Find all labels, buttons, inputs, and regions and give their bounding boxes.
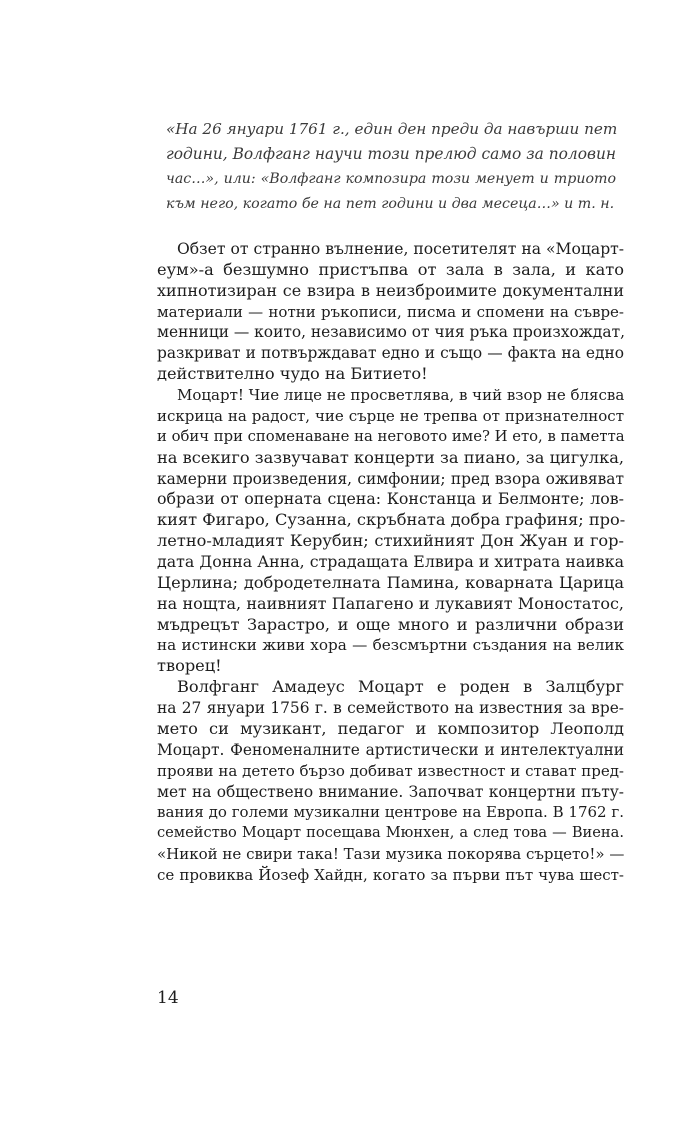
body-line: се провиква Йозеф Хайдн, когато за първи път чува шест- — [157, 866, 624, 884]
body-line: камерни произведения, симфонии; пред взора оживяват — [157, 470, 624, 488]
body-line: Церлина; добродетелната Памина, коварната Царица — [157, 573, 624, 592]
body-line: мето си музикант, педагог и композитор Леополд — [157, 719, 624, 738]
body-line: творец! — [157, 656, 222, 675]
quote-line: към него, когато бе на пет години и два месеца…» и т. н. — [166, 196, 615, 212]
page-number: 14 — [157, 988, 179, 1008]
body-line: действително чудо на Битието! — [157, 364, 428, 383]
body-line: летно-младият Керубин; стихийният Дон Жуан и гор- — [157, 531, 624, 550]
body-line: «Никой не свири така! Тази музика покорява сърцето!» — — [157, 845, 625, 863]
body-line: менници — които, независимо от чия ръка произхождат, — [157, 323, 625, 341]
body-line: на 27 януари 1756 г. в семейството на известния за вре- — [157, 699, 624, 717]
body-line: Моцарт. Феноменалните артистически и интелектуални — [157, 741, 624, 759]
body-line: дата Донна Анна, страдащата Елвира и хитрата наивка — [157, 552, 624, 571]
body-line: еум»-а безшумно пристъпва от зала в зала, и като — [157, 260, 624, 279]
body-line: на всекиго зазвучават концерти за пиано, за цигулка, — [157, 448, 624, 467]
quote-line: години, Волфганг научи този прелюд само за половин — [166, 145, 616, 163]
quote-line: «На 26 януари 1761 г., един ден преди да навърши пет — [166, 120, 618, 138]
body-line: материали — нотни ръкописи, писма и спомени на съвре- — [157, 303, 624, 321]
body-line: Волфганг Амадеус Моцарт е роден в Залцбург — [177, 677, 624, 696]
body-line: образи от оперната сцена: Констанца и Белмонте; лов- — [157, 489, 624, 508]
body-line: разкриват и потвърждават едно и също — факта на едно — [157, 344, 624, 362]
body-line: вания до големи музикални центрове на Европа. В 1762 г. — [157, 803, 624, 821]
body-line: мет на обществено внимание. Започват концертни пъту- — [157, 783, 624, 801]
body-line: кият Фигаро, Сузанна, скръбната добра графиня; про- — [157, 510, 626, 529]
body-line: мъдрецът Зарастро, и още много и различни образи — [157, 615, 624, 634]
body-line: на нощта, наивният Папагено и лукавият Моностатос, — [157, 594, 624, 613]
quote-line: час…», или: «Волфганг композира този менует и триото — [166, 171, 616, 187]
body-line: и обич при споменаване на неговото име? И ето, в паметта — [157, 428, 625, 445]
body-line: на истински живи хора — безсмъртни създания на велик — [157, 636, 624, 654]
body-line: хипнотизиран се взира в неизброимите документални — [157, 281, 624, 300]
body-line: прояви на детето бързо добиват известност и стават пред- — [157, 762, 624, 780]
body-line: семейство Моцарт посещава Мюнхен, а след това — Виена. — [157, 824, 624, 841]
body-line: искрица на радост, чие сърце не трепва от признателност — [157, 407, 624, 425]
body-line: Обзет от странно вълнение, посетителят на «Моцарт- — [177, 240, 625, 258]
body-line: Моцарт! Чие лице не просветлява, в чий взор не блясва — [177, 386, 625, 404]
